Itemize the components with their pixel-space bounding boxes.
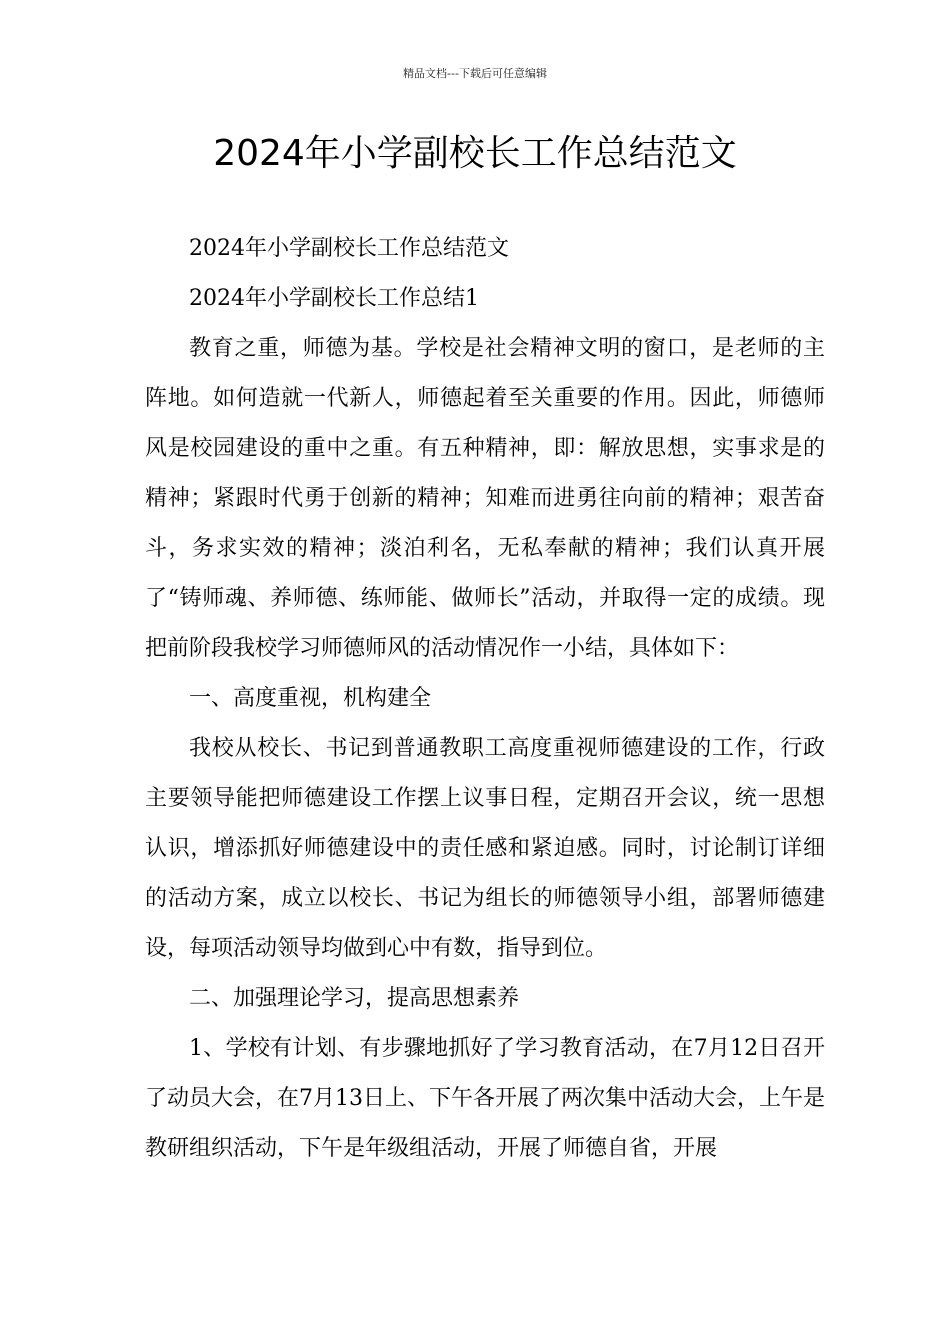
heading-part-two: 二、加强理论学习，提高思想素养 — [189, 986, 520, 1011]
paragraph-section-title: 2024年小学副校长工作总结1 — [189, 286, 479, 311]
paragraph-part-one: 我校从校长、书记到普通教职工高度重视师德建设的工作，行政主要领导能把师德建设工作摆上议事日程，定期召开会议，统一思想认识，增添抓好师德建设中的责任感和紧迫感。同时，讨论制订详细的活动方案，成立以校长、书记为组长的师德领导小组，部署师德建设，每项活动领导均做到心中有数，指导到位。 — [145, 736, 825, 961]
document-body — [145, 224, 825, 1174]
paragraph-intro: 教育之重，师德为基。学校是社会精神文明的窗口，是老师的主阵地。如何造就一代新人，师德起着至关重要的作用。因此，师德师风是校园建设的重中之重。有五种精神，即：解放思想，实事求是的精神；紧跟时代勇于创新的精神；知难而进勇往向前的精神；艰苦奋斗，务求实效的精神；淡泊利名，无私奉献的精神；我们认真开展了“铸师魂、养师德、练师能、做师长”活动，并取得一定的成绩。现把前阶段我校学习师德师风的活动情况作一小结，具体如下： — [145, 336, 825, 661]
paragraph-part-two-item-1: 1、学校有计划、有步骤地抓好了学习教育活动，在7月12日召开了动员大会，在7月13日上、下午各开展了两次集中活动大会，上午是教研组织活动，下午是年级组活动，开展了师德自省，开展 — [145, 1036, 825, 1161]
paragraph-subtitle: 2024年小学副校长工作总结范文 — [189, 236, 509, 261]
document-title: 2024年小学副校长工作总结范文 — [213, 133, 737, 174]
heading-part-one: 一、高度重视，机构建全 — [189, 686, 432, 711]
page-header-note: 精品文档---下载后可任意编辑 — [403, 67, 547, 80]
